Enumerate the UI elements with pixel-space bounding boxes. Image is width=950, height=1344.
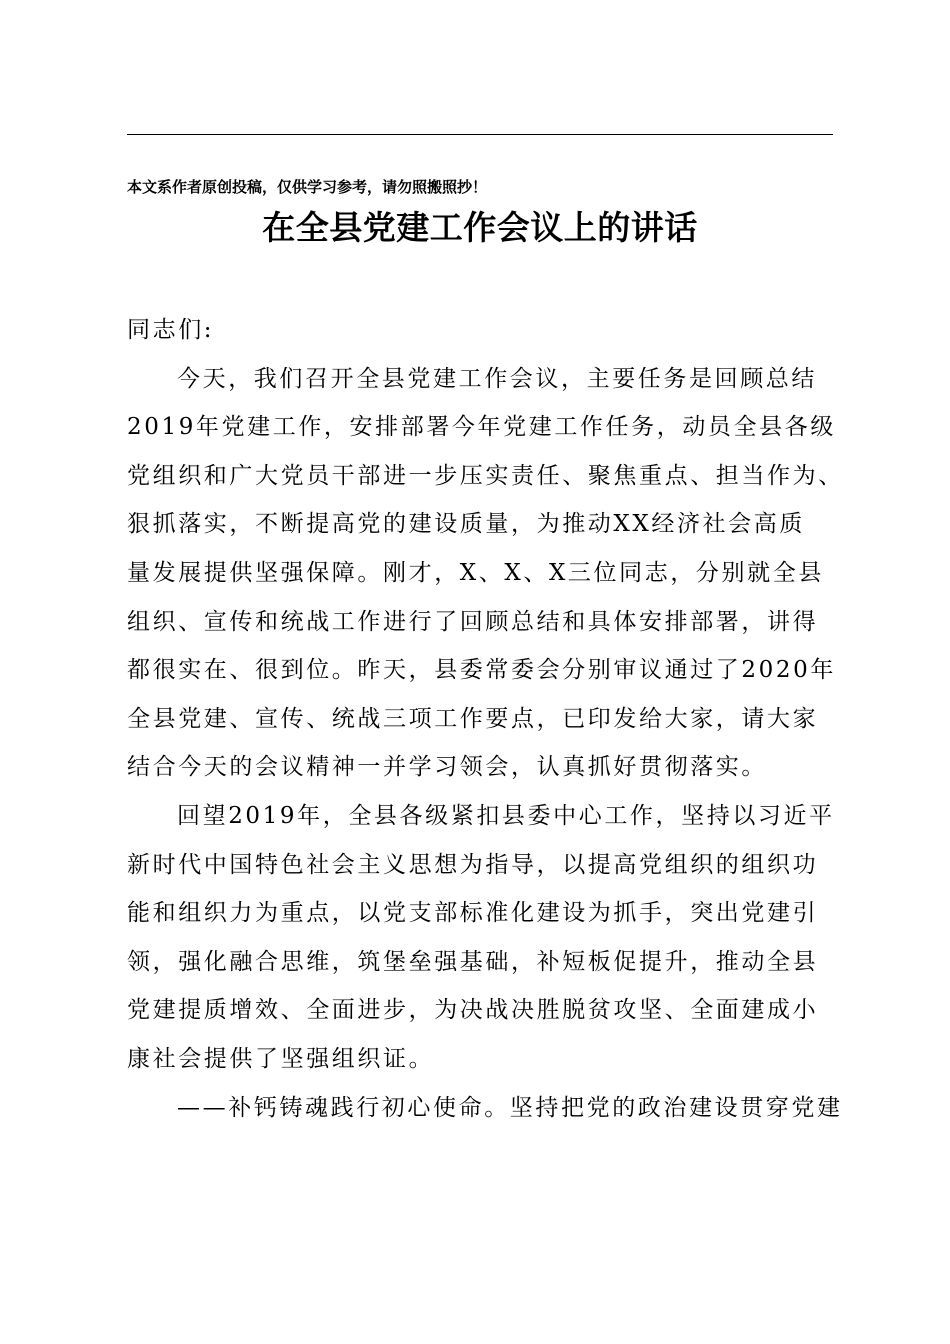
header-rule [127, 134, 833, 135]
body-line: 量发展提供坚强保障。刚才，X、X、X三位同志，分别就全县 [127, 559, 824, 586]
body-line: ——补钙铸魂践行初心使命。坚持把党的政治建设贯穿党建 [177, 1094, 843, 1121]
body-line: 党组织和广大党员干部进一步压实责任、聚焦重点、担当作为、 [127, 462, 844, 489]
salutation-line: 同志们: [127, 317, 215, 343]
body-line: 领，强化融合思维，筑堡垒强基础，补短板促提升，推动全县 [127, 948, 819, 975]
body-line: 今天，我们召开全县党建工作会议，主要任务是回顾总结 [177, 365, 817, 392]
body-line: 新时代中国特色社会主义思想为指导，以提高党组织的组织功 [127, 851, 819, 878]
body-line: 能和组织力为重点，以党支部标准化建设为抓手，突出党建引 [127, 900, 819, 927]
body-line: 康社会提供了坚强组织证。 [127, 1045, 435, 1072]
body-line: 党建提质增效、全面进步，为决战决胜脱贫攻坚、全面建成小 [127, 997, 819, 1024]
body-line: 都很实在、很到位。昨天，县委常委会分别审议通过了2020年 [127, 657, 836, 684]
body-line: 组织、宣传和统战工作进行了回顾总结和具体安排部署，讲得 [127, 608, 819, 635]
body-line: 全县党建、宣传、统战三项工作要点，已印发给大家，请大家 [127, 705, 819, 732]
speech-body [127, 306, 847, 1132]
body-line: 结合今天的会议精神一并学习领会，认真抓好贯彻落实。 [127, 754, 767, 781]
copyright-notice: 本文系作者原创投稿，仅供学习参考，请勿照搬照抄！ [127, 178, 488, 196]
body-line: 狠抓落实，不断提高党的建设质量，为推动XX经济社会高质 [127, 511, 805, 538]
speech-title: 在全县党建工作会议上的讲话 [262, 208, 698, 247]
body-line: 回望2019年，全县各级紧扣县委中心工作，坚持以习近平 [177, 802, 835, 829]
body-line: 2019年党建工作，安排部署今年党建工作任务，动员全县各级 [127, 414, 836, 441]
